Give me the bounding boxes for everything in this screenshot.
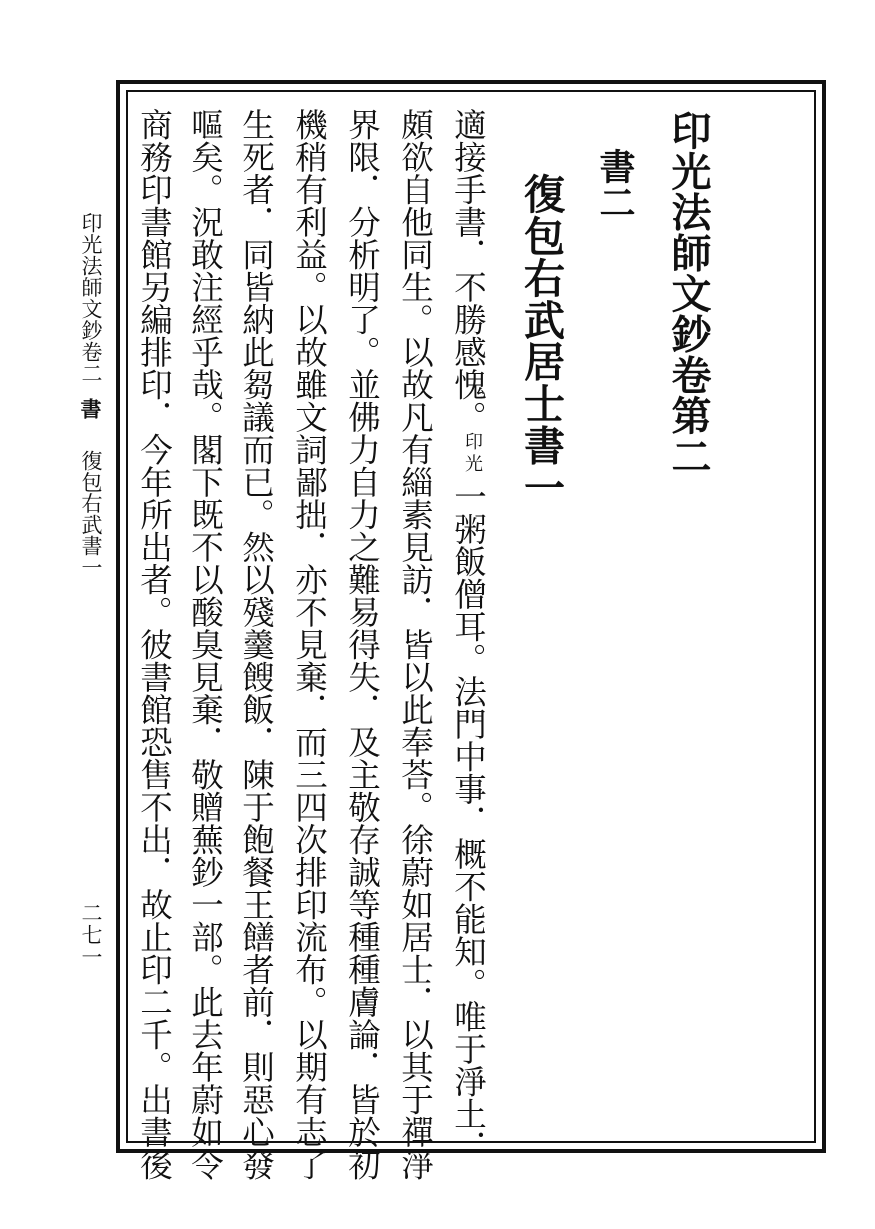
body-column-1-start: 適接手書．不勝感愧。 xyxy=(449,108,488,433)
letter-title: 復包右武居士書一 xyxy=(517,173,565,509)
section-heading: 書二 xyxy=(594,148,636,220)
body-column-4: 機稍有利益。以故雖文詞鄙拙．亦不見棄．而三四次排印流布。以期有志了 xyxy=(290,108,329,1181)
body-column-7: 商務印書館另編排印．今年所出者。彼書館恐售不出．故止印二千。出書後 xyxy=(135,108,174,1181)
running-letter-title: 復包右武書一 xyxy=(79,450,103,578)
body-column-5: 生死者．同皆納此芻議而已。然以殘羹餿飯．陳于飽餐王饍者前．則惡心發 xyxy=(237,108,276,1181)
body-column-1-end: 一粥飯僧耳。法門中事．概不能知。唯于淨土． xyxy=(449,480,488,1163)
running-head: 印光法師文鈔卷二 xyxy=(79,212,103,384)
body-column-3: 界限．分析明了。並佛力自力之難易得失．及主敬存誠等種種膚論．皆於初 xyxy=(343,108,382,1181)
book-title: 印光法師文鈔卷第二 xyxy=(665,110,712,477)
page-number: 二七一 xyxy=(79,902,103,968)
author-name: 印光 xyxy=(462,432,483,476)
body-column-6: 嘔矣。況敢注經乎哉。閣下既不以酸臭見棄．敬贈蕪鈔一部。此去年蔚如令 xyxy=(186,108,225,1181)
running-section: 書 xyxy=(78,398,103,419)
body-column-2: 頗欲自他同生。以故凡有緇素見訪．皆以此奉荅。徐蔚如居士．以其于禪淨 xyxy=(396,108,435,1181)
